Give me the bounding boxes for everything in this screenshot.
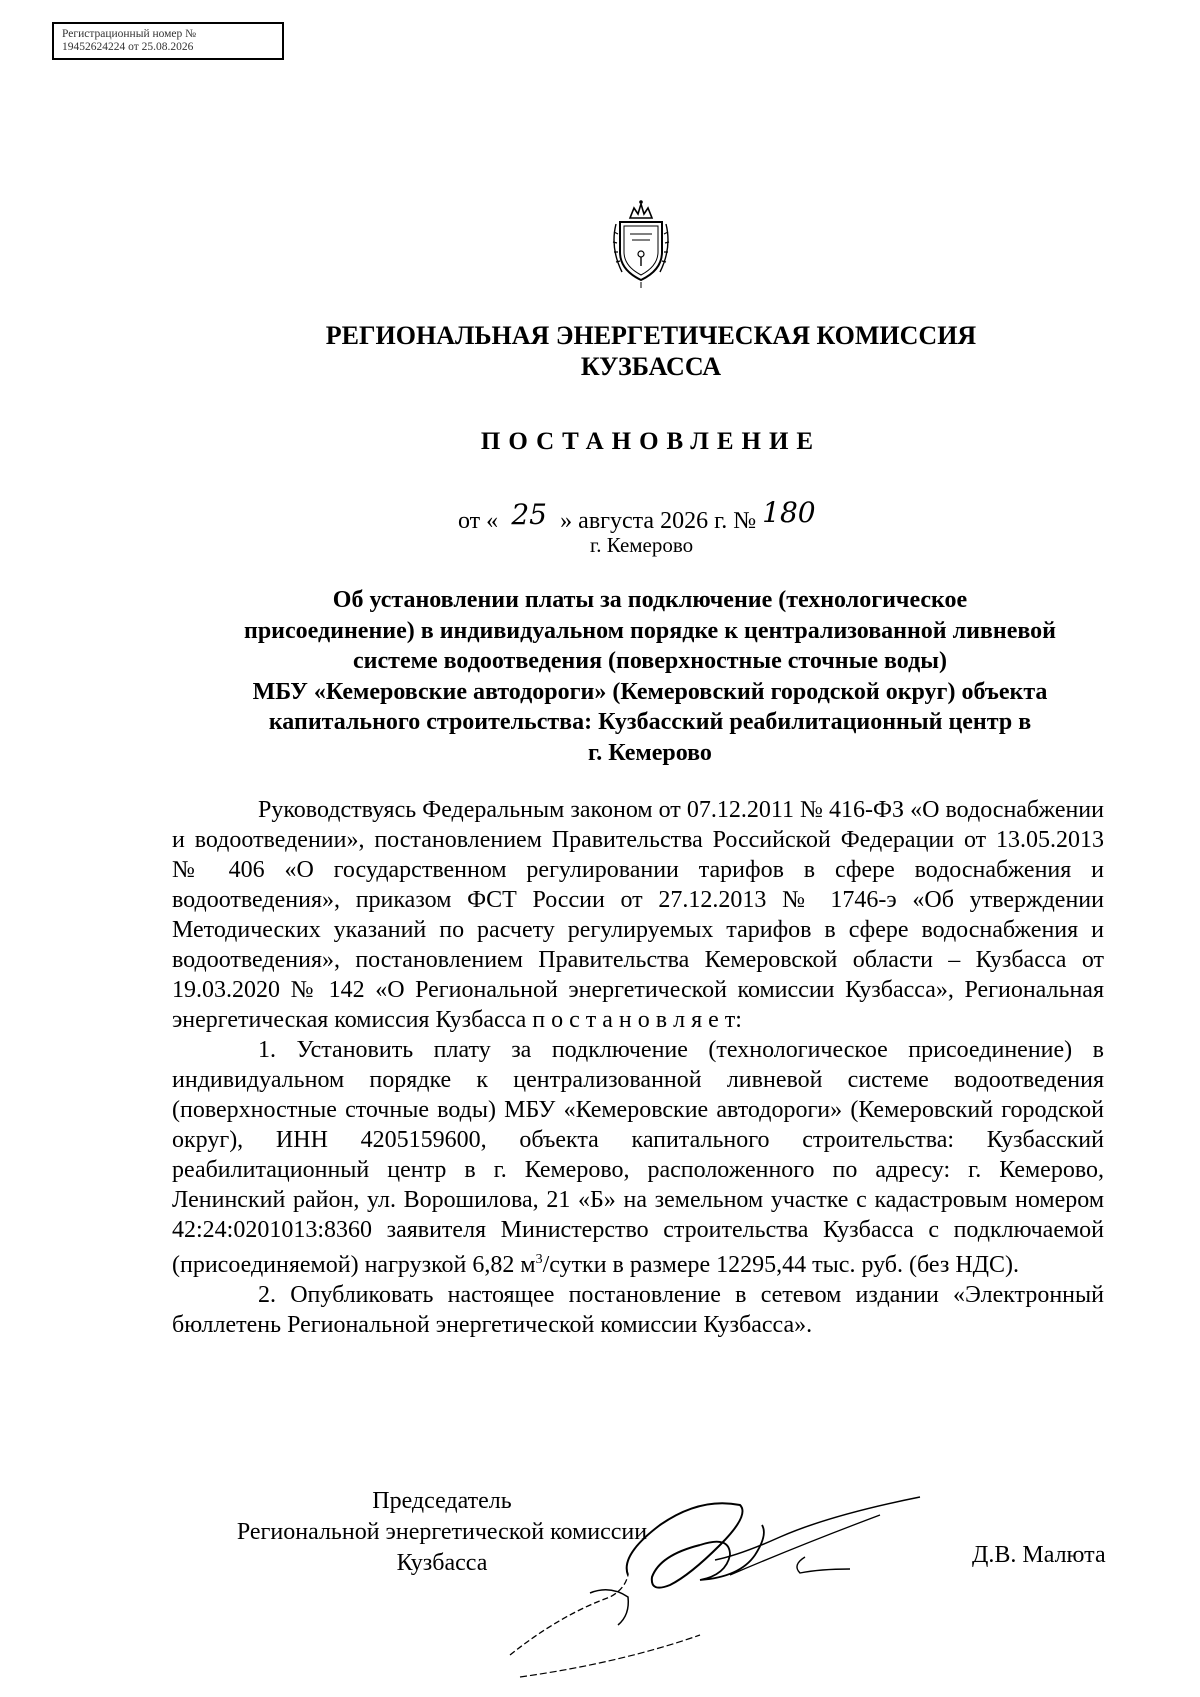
registration-label: Регистрационный номер № (62, 28, 197, 40)
title-line: системе водоотведения (поверхностные сточные воды) (353, 648, 947, 674)
organization-line-2: КУЗБАССА (580, 352, 722, 381)
document-city: г. Кемерово (590, 533, 694, 557)
resolution-item-2: 2. Опубликовать настоящее постановление в сетевом издании «Электронный бюллетень Региональной энергетической комиссии Кузбасса». (172, 1282, 1104, 1338)
registration-stamp (52, 22, 284, 60)
organization-line-1: РЕГИОНАЛЬНАЯ ЭНЕРГЕТИЧЕСКАЯ КОМИССИЯ (325, 321, 977, 350)
date-prefix: от « (458, 508, 499, 534)
registration-number: 19452624224 от 25.08.2026 (62, 41, 194, 53)
preamble-paragraph (172, 795, 1104, 1035)
document-title (160, 585, 1140, 768)
handwritten-document-number: 180 (762, 496, 816, 529)
preamble-text: Руководствуясь Федеральным законом от 07.12.2011 № 416-ФЗ «О водоснабжении и водоотведении», постановлением Правительства Российской Федерации от 13.05.2013 № 406 «О государственном регулировании тарифов в сфере водоснабжения и водоотведения», приказом ФСТ России от 27.12.2013 № 1746-э «Об утверждении Методических указаний по расчету регулируемых тарифов в сфере водоснабжения и водоотведения», постановлением Правительства Кемеровской области – Кузбасса от 19.03.2020 № 142 «О Региональной энергетической комиссии Кузбасса», Региональная энергетическая комиссия Кузбасса (172, 797, 1104, 1033)
title-line: присоединение) в индивидуальном порядке к централизованной ливневой (244, 617, 1056, 644)
item-1-superscript: 3 (535, 1252, 543, 1267)
position-line-3: Кузбасса (396, 1550, 488, 1576)
position-line-1: Председатель (372, 1488, 512, 1514)
document-date-line (458, 496, 832, 535)
item-1-text-end: /сутки в размере 12295,44 тыс. руб. (без НДС). (542, 1252, 1020, 1278)
title-line: г. Кемерово (588, 739, 712, 766)
title-line: капитального строительства: Кузбасский реабилитационный центр в (268, 709, 1032, 735)
signer-name: Д.В. Малюта (972, 1542, 1106, 1568)
organization-name (0, 320, 1200, 382)
title-line: Об установлении платы за подключение (технологическое (332, 587, 968, 613)
handwritten-signature (500, 1485, 970, 1685)
title-line: МБУ «Кемеровские автодороги» (Кемеровский городской округ) объекта (252, 678, 1048, 705)
date-suffix: » августа 2026 г. № (560, 508, 757, 534)
coat-of-arms-icon (608, 198, 674, 288)
resolves-word: п о с т а н о в л я е т: (532, 1007, 742, 1033)
document-body (172, 795, 1104, 1340)
resolution-item-1 (172, 1035, 1104, 1280)
position-line-2: Региональной энергетической комиссии (236, 1519, 648, 1545)
document-type: ПОСТАНОВЛЕНИЕ (480, 428, 822, 455)
item-1-text: 1. Установить плату за подключение (технологическое присоединение) в индивидуальном порядке к централизованной ливневой системе водоотведения (поверхностные сточные воды) МБУ «Кемеровские автодороги» (Кемеровский городской округ), ИНН 4205159600, объекта капитального строительства: Кузбасский реабилитационный центр в г. Кемерово, расположенного по адресу: г. Кемерово, Ленинский район, ул. Ворошилова, 21 «Б» на земельном участке с кадастровым номером 42:24:0201013:8360 заявителя Министерство строительства Кузбасса с подключаемой (присоединяемой) нагрузкой 6,82 м (172, 1037, 1104, 1278)
handwritten-day: 25 (511, 498, 547, 531)
